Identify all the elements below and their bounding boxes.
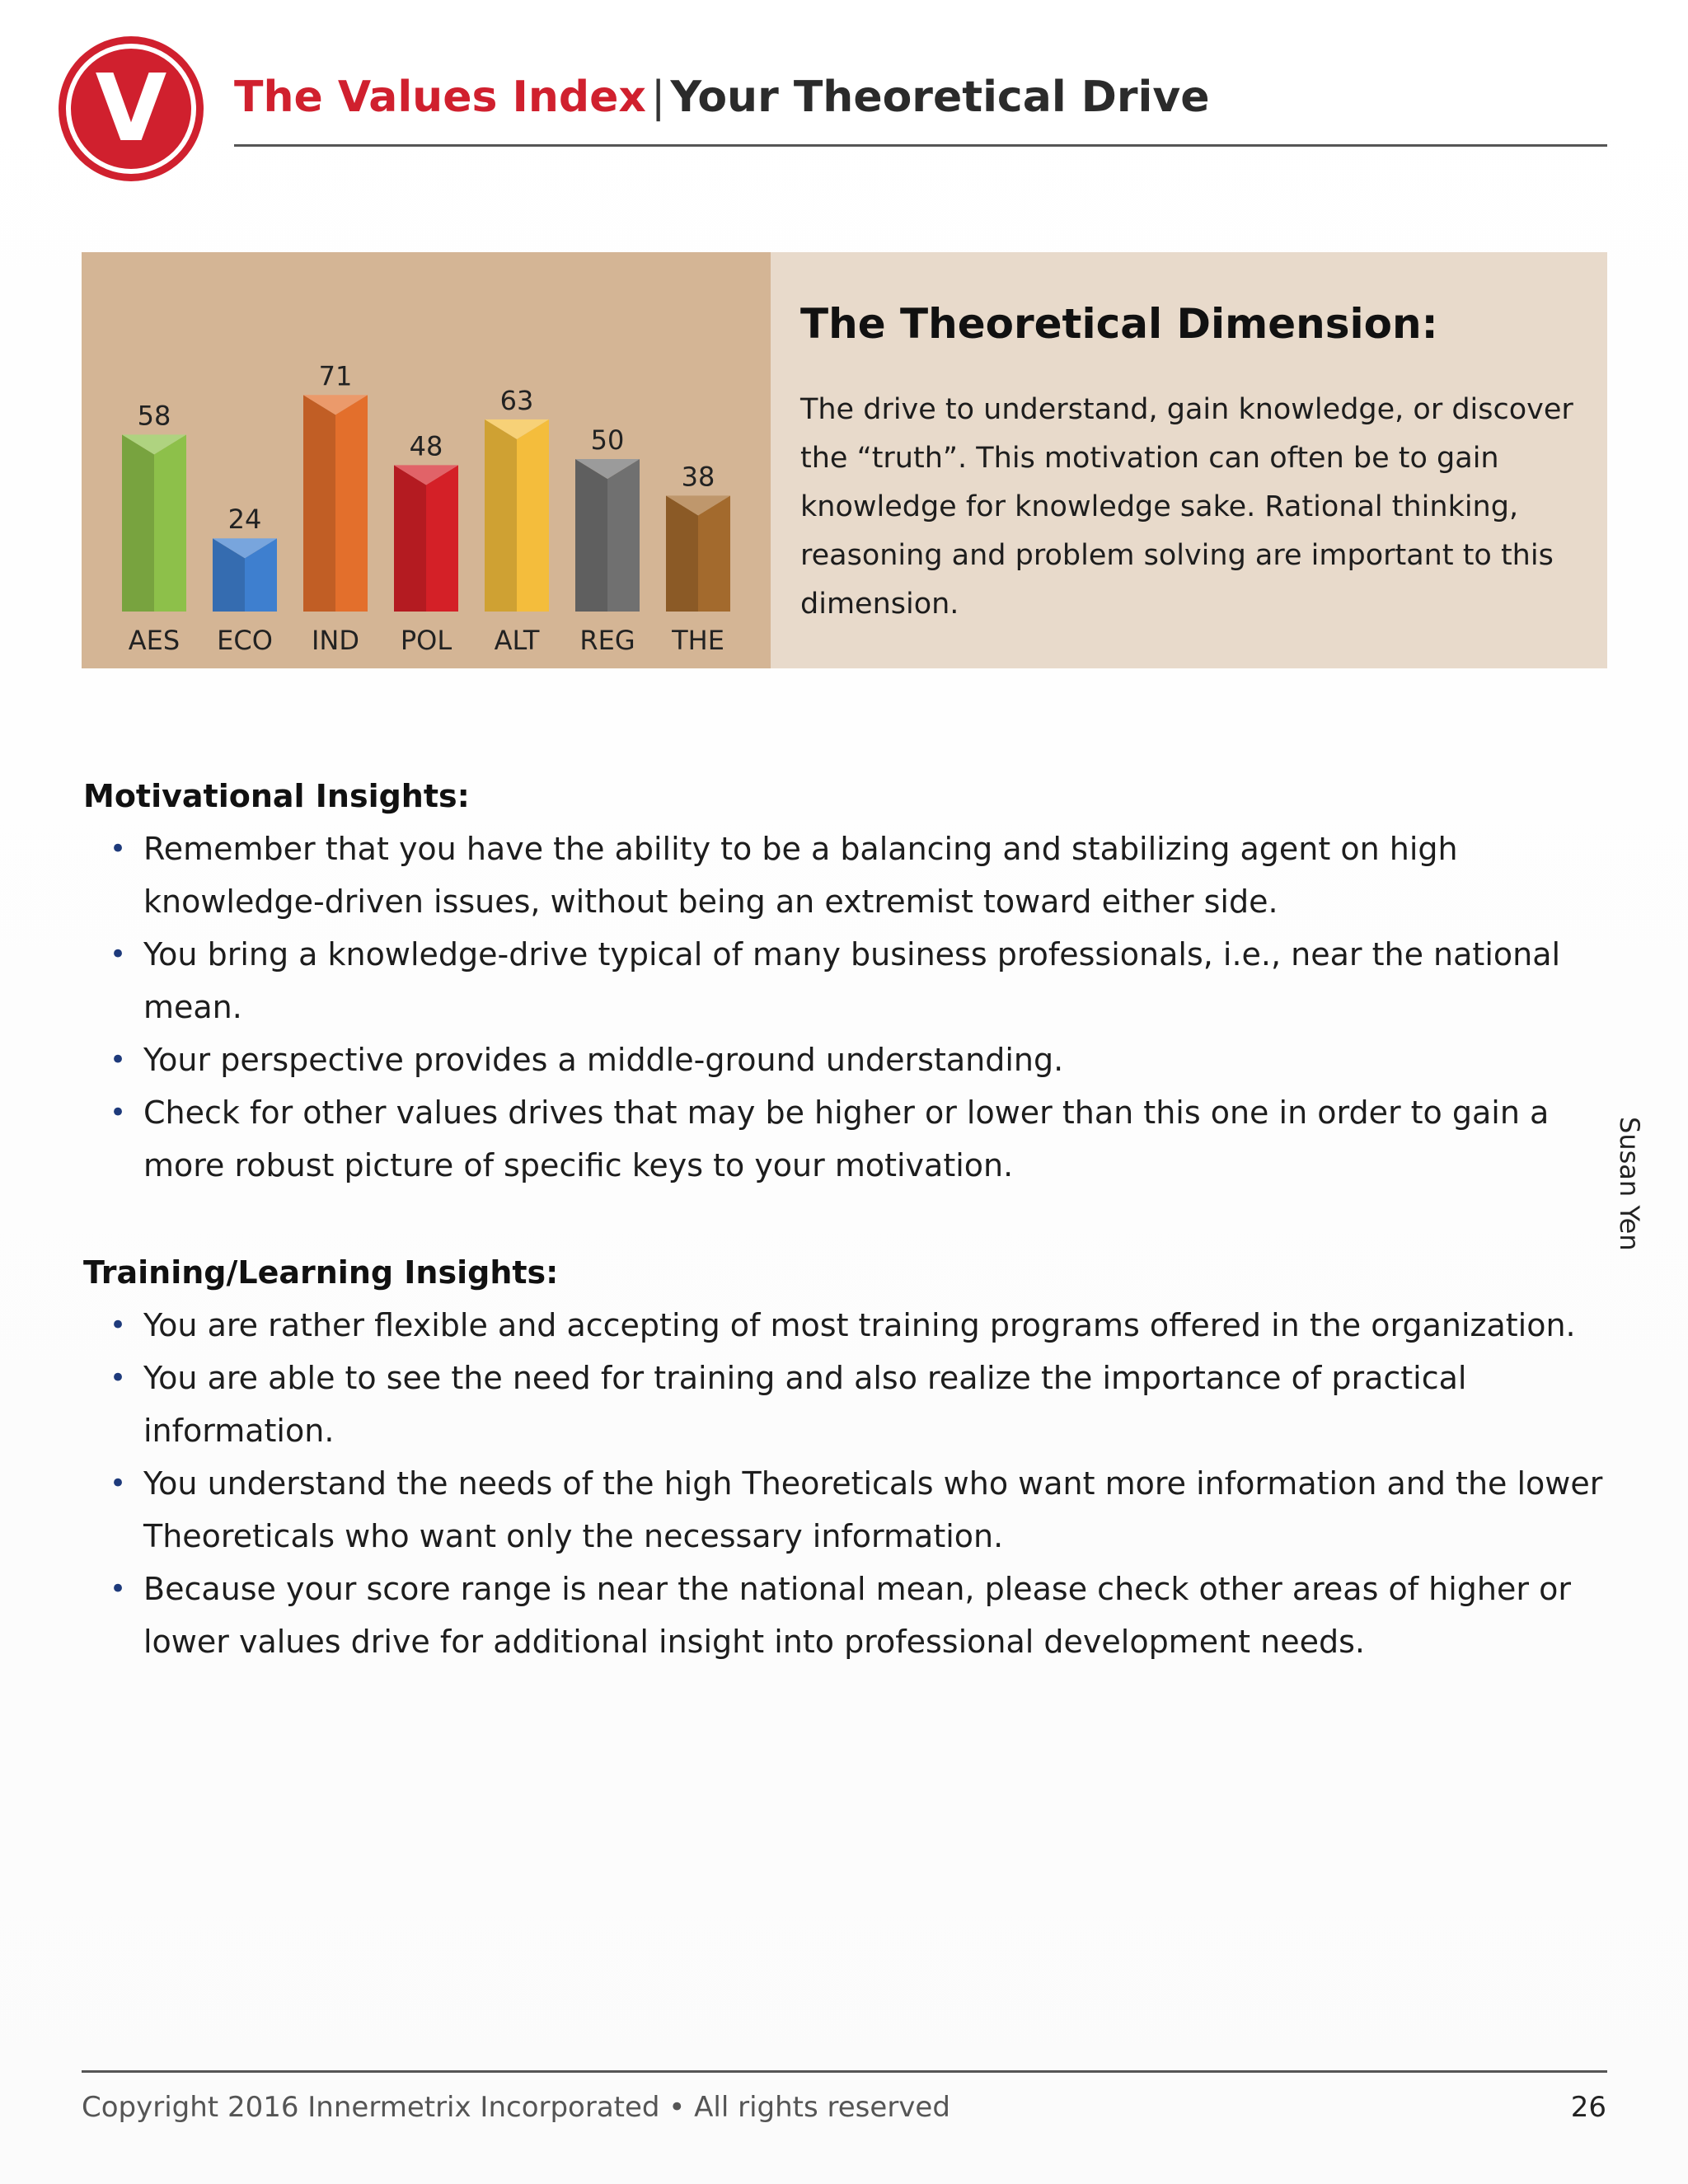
bar-left-face [122,434,154,612]
bar-right-face [335,395,368,612]
bullet-icon: • [110,1309,127,1342]
bar-value-label: 50 [590,424,625,456]
bullet-icon: • [110,832,127,865]
list-item-text: You bring a knowledge-drive typical of many business professionals, i.e., near the national mean. [143,936,1561,1025]
category-label: REG [579,625,635,656]
chart-area [82,252,771,668]
bar-aes [122,434,186,612]
bullet-icon: • [110,1467,127,1500]
bullet-icon: • [110,1096,127,1129]
list-item-text: You understand the needs of the high Theoreticals who want more information and the lower Theoreticals who want only the necessary information. [143,1465,1603,1554]
list-item [83,1352,1616,1457]
list-item [83,1299,1616,1352]
bullet-icon: • [110,1572,127,1605]
bar-left-face [485,419,517,612]
motivational-heading: Motivational Insights: [83,778,470,814]
category-label: ALT [494,625,540,656]
list-item-text: Remember that you have the ability to be a balancing and stabilizing agent on high knowledge-driven issues, without being an extremist toward either side. [143,831,1458,920]
bar-alt [485,419,549,612]
bar-the [666,495,730,612]
list-item-text: You are able to see the need for training and also realize the importance of practical information. [143,1360,1467,1449]
list-item-text: Check for other values drives that may be higher or lower than this one in order to gain a more robust picture of specific keys to your motivation. [143,1094,1550,1183]
category-label: POL [400,625,452,656]
category-label: ECO [217,625,273,656]
bar-right-face [426,465,458,612]
bar-pol [394,465,458,612]
bullet-icon: • [110,938,127,971]
motivational-list [83,823,1616,1192]
title-separator: | [650,73,666,122]
bar-right-face [154,434,186,612]
list-item [83,823,1616,928]
bar-eco [213,538,277,612]
bar-reg [575,459,640,612]
bar-right-face [698,495,730,612]
brand-title: The Values Index [234,73,646,122]
bar-value-label: 38 [681,461,715,493]
bar-value-label: 71 [318,360,353,392]
category-label: IND [311,625,360,656]
list-item-text: Your perspective provides a middle-ground understanding. [143,1042,1064,1078]
bar-value-label: 24 [227,504,262,536]
category-label: AES [128,625,181,656]
list-item [83,1086,1616,1192]
list-item [83,1033,1616,1086]
training-list [83,1299,1616,1668]
motivational-insights-section [83,773,1616,1192]
list-item-text: You are rather flexible and accepting of most training programs offered in the organization. [143,1307,1576,1343]
page-number: 26 [1570,2091,1606,2124]
training-heading: Training/Learning Insights: [83,1254,559,1291]
bar-ind [303,395,368,612]
dimension-description: The drive to understand, gain knowledge, or discover the “truth”. This motivation can often be to gain knowledge for knowledge sake. Rational thinking, reasoning and problem solving are important to this dimension. [800,393,1573,621]
bar-left-face [394,465,426,612]
bar-value-label: 63 [499,384,534,416]
footer-copyright: Copyright 2016 Innermetrix Incorporated • All rights reserved [82,2091,950,2124]
bullet-icon: • [110,1043,127,1076]
page-header [234,73,1210,122]
list-item [83,928,1616,1033]
bullet-icon: • [110,1361,127,1394]
dimension-title: The Theoretical Dimension: [800,300,1438,348]
values-index-logo [57,35,205,183]
bar-left-face [303,395,335,612]
bar-value-label: 58 [137,400,171,432]
page-title: Your Theoretical Drive [670,73,1210,122]
category-label: THE [672,625,724,656]
training-insights-section [83,1249,1616,1668]
logo-letter: V [95,55,167,162]
list-item [83,1457,1616,1563]
bar-right-face [517,419,549,612]
bar-left-face [575,459,607,612]
bar-left-face [666,495,698,612]
bar-right-face [607,459,640,612]
list-item [83,1563,1616,1668]
list-item-text: Because your score range is near the national mean, please check other areas of higher or lower values drive for additional insight into professional development needs. [143,1571,1571,1660]
bar-value-label: 48 [409,430,443,462]
footer-divider [82,2070,1607,2073]
header-divider [234,144,1607,147]
values-bar-chart [82,252,771,668]
respondent-name: Susan Yen [1614,1117,1645,1251]
